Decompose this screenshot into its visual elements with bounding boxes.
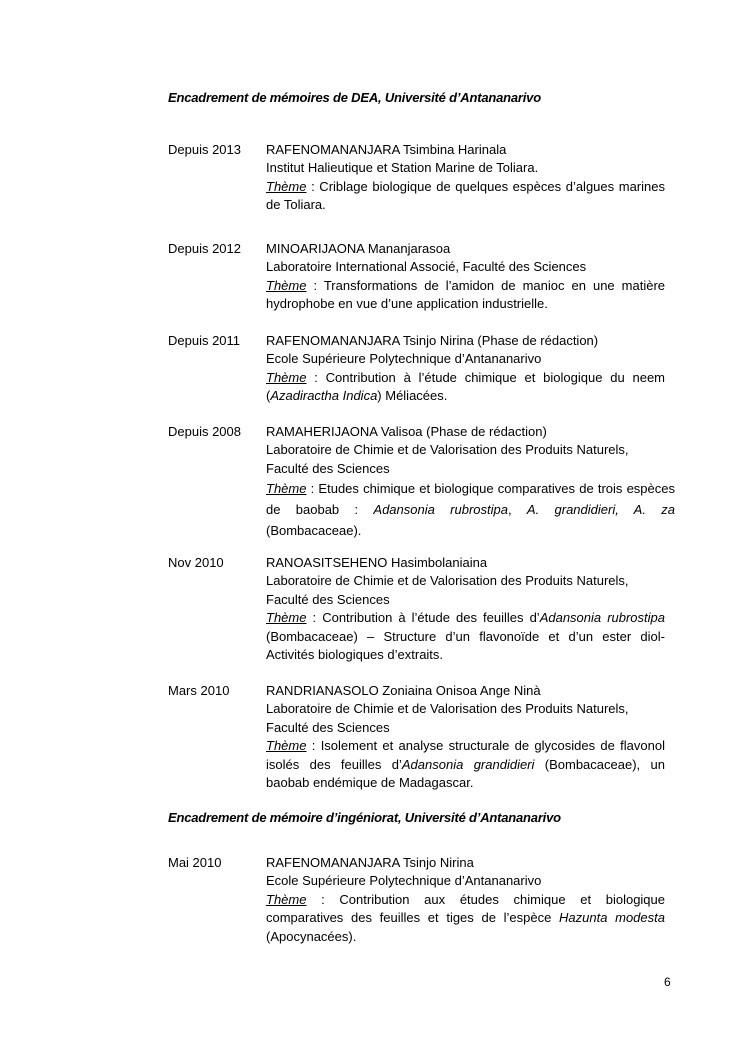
theme-label: Thème — [266, 369, 307, 385]
theme-part: : Etudes chimique et biologique comparatives de trois espèces de baobab : — [266, 481, 675, 518]
student-name: MINOARIJAONA Mananjarasoa — [266, 241, 451, 256]
species-name: A. grandidieri, A. za — [526, 502, 675, 518]
entry-body — [266, 423, 675, 541]
institution: Laboratoire de Chimie et de Valorisation des Produits Naturels, — [266, 701, 629, 717]
page-number: 6 — [664, 975, 671, 989]
theme-text — [266, 478, 675, 541]
student-name: RANDRIANASOLO Zoniaina Onisoa Ange Ninà — [266, 683, 541, 698]
entry-date: Mars 2010 — [168, 683, 230, 698]
institution: Ecole Supérieure Polytechnique d’Antananarivo — [266, 351, 542, 367]
theme-label: Thème — [266, 610, 307, 626]
species-name: Azadiractha Indica — [270, 388, 378, 404]
institution: Ecole Supérieure Polytechnique d’Antananarivo — [266, 873, 542, 889]
section-heading-dea: Encadrement de mémoires de DEA, Université d’Antananarivo — [168, 90, 541, 105]
species-name: Adansonia rubrostipa — [539, 610, 665, 626]
student-name: RANOASITSEHENO Hasimbolaniaina — [266, 555, 488, 570]
entry-body — [266, 240, 665, 314]
theme-label: Thème — [266, 891, 307, 907]
entry-date: Depuis 2008 — [168, 424, 241, 439]
theme-part: : Transformations de l’amidon de manioc en une matière hydrophobe en vue d’une application industrielle. — [266, 277, 665, 312]
institution: Laboratoire de Chimie et de Valorisation des Produits Naturels, — [266, 573, 629, 589]
entry-body — [266, 332, 665, 406]
theme-part: (Bombacaceae) – Structure d’un flavonoïde et d’un ester diol- Activités biologiques d’extraits. — [266, 628, 665, 663]
institution: Institut Halieutique et Station Marine de Toliara. — [266, 160, 539, 176]
theme-text — [266, 178, 665, 215]
theme-text — [266, 369, 665, 406]
student-name: RAMAHERIJAONA Valisoa (Phase de rédaction) — [266, 424, 547, 439]
theme-text — [266, 277, 665, 314]
entry-date: Depuis 2013 — [168, 142, 241, 157]
section-heading-ingeniorat: Encadrement de mémoire d’ingéniorat, Université d’Antananarivo — [168, 810, 561, 825]
theme-part: : Contribution à l’étude chimique et biologique du neem ( — [266, 369, 665, 404]
theme-part: (Apocynacées). — [266, 928, 357, 944]
theme-label: Thème — [266, 277, 307, 293]
theme-label: Thème — [266, 481, 307, 497]
theme-part: (Bombacaceae), un baobab endémique de Madagascar. — [266, 756, 665, 791]
theme-part: : Criblage biologique de quelques espèces d’algues marines de Toliara. — [266, 178, 665, 213]
species-name: Adansonia grandidieri — [401, 756, 535, 772]
entry-body — [266, 682, 665, 792]
institution: Laboratoire de Chimie et de Valorisation des Produits Naturels, — [266, 442, 629, 458]
entry-body — [266, 854, 665, 946]
theme-text — [266, 609, 665, 664]
student-name: RAFENOMANANJARA Tsimbina Harinala — [266, 142, 507, 157]
theme-part: ) Méliacées. — [377, 388, 448, 404]
entry-date: Depuis 2011 — [168, 333, 241, 348]
theme-part: : Contribution aux études chimique et biologique comparatives des feuilles et tiges de l’espèce — [266, 891, 665, 926]
species-name: Hazunta modesta — [559, 910, 665, 926]
institution: Faculté des Sciences — [266, 719, 390, 735]
theme-part: : Isolement et analyse structurale de glycosides de flavonol isolés des feuilles d’ — [266, 738, 665, 772]
theme-text — [266, 891, 665, 946]
theme-part: : Contribution à l’étude des feuilles d’ — [306, 610, 540, 626]
theme-label: Thème — [266, 738, 307, 754]
institution: Faculté des Sciences — [266, 460, 390, 476]
theme-label: Thème — [266, 178, 307, 194]
theme-part: , — [507, 502, 527, 518]
entry-date: Depuis 2012 — [168, 241, 241, 256]
institution: Laboratoire International Associé, Faculté des Sciences — [266, 259, 587, 275]
entry-date: Mai 2010 — [168, 855, 222, 870]
theme-part: (Bombacaceae). — [266, 523, 362, 539]
entry-body — [266, 554, 665, 664]
theme-text — [266, 737, 665, 792]
student-name: RAFENOMANANJARA Tsinjo Nirina (Phase de rédaction) — [266, 333, 599, 348]
entry-date: Nov 2010 — [168, 555, 224, 570]
entry-body — [266, 141, 665, 215]
species-name: Adansonia rubrostipa — [373, 502, 508, 518]
institution: Faculté des Sciences — [266, 591, 390, 607]
student-name: RAFENOMANANJARA Tsinjo Nirina — [266, 855, 474, 870]
